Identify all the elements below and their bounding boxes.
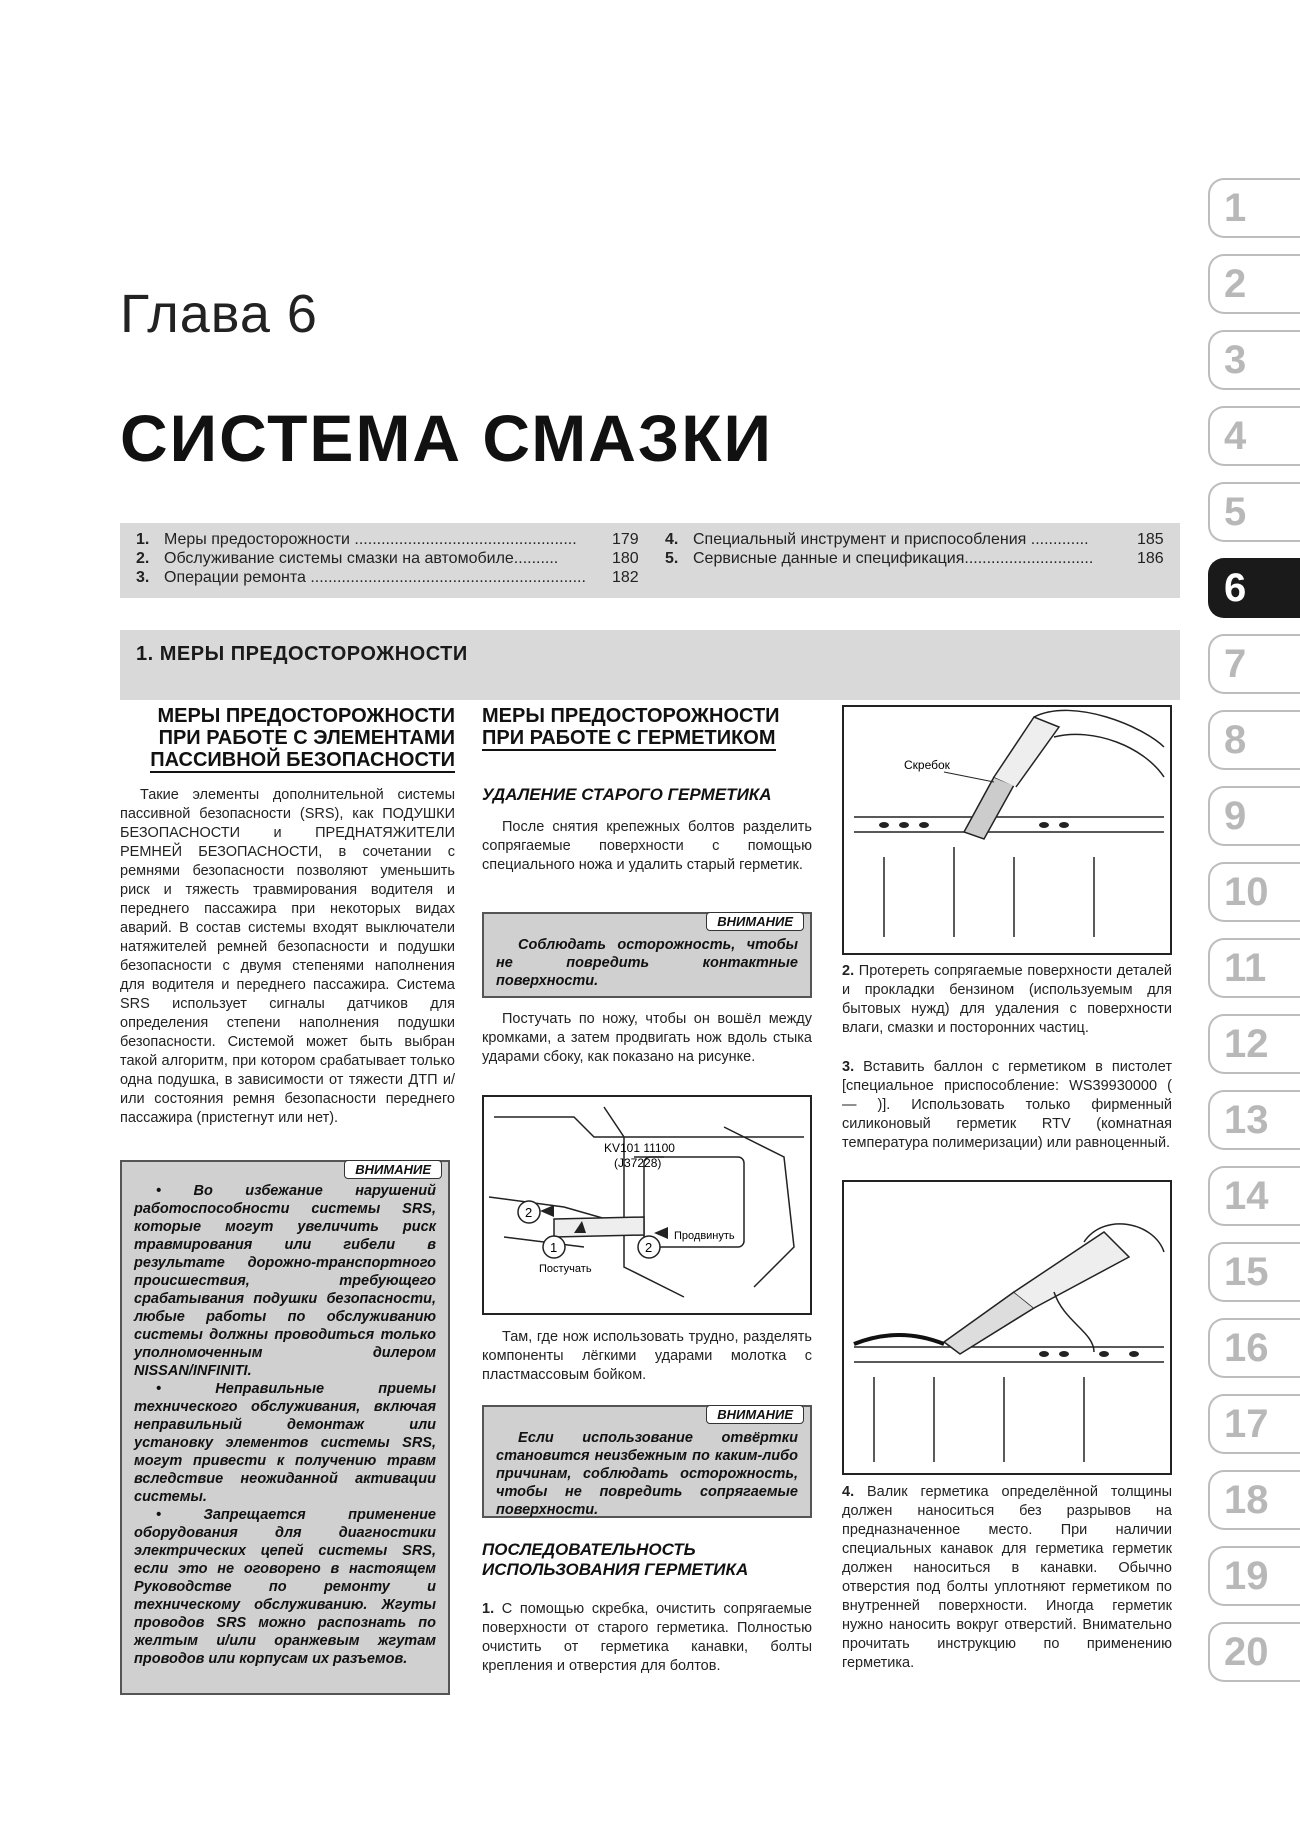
figure-label-advance: Продвинуть: [674, 1230, 735, 1242]
col2-paragraph-1: После снятия крепежных болтов разделить сопрягаемые поверхности с помощью специального ножа и удалить старый герметик.: [482, 819, 812, 873]
figure-drawing: [484, 1097, 810, 1313]
step-text: Вставить баллон с герметиком в пистолет [специальное приспособление: WS39930000 ( — )]. Использовать только фирменный силиконовый герметик RTV (комнатная температура полимеризации) или равноценный.: [842, 1059, 1172, 1151]
section-header: [120, 630, 1180, 700]
toc-item-number: 4.: [665, 531, 679, 548]
step-text: Валик герметика определённой толщины должен наноситься без разрывов на предназначенное место. При наличии специальных канавок для герметика герметик должен наноситься в канавки. Обычно отверстия под болты уплотняют герметиком по внутренней поверхности. Иногда герметик нужно наносить вокруг отверстий. Внимательно прочитать инструкцию по применению герметика.: [842, 1484, 1172, 1671]
warning-paragraph: • Во избежание нарушений работоспособности системы SRS, которые могут увеличить риск травмирования или гибели в результате дорожно-транспортного происшествия, требующего срабатывания подушки безопасности, любые работы по обслуживанию системы должны проводиться только уполномоченным дилером NISSAN/INFINITI.: [134, 1183, 436, 1379]
figure-callout-2: 2: [525, 1205, 533, 1220]
col2-heading: [482, 705, 812, 749]
figure-knife-separation: [482, 1095, 812, 1315]
toc-item-number: 2.: [136, 550, 150, 567]
section-title: 1. МЕРЫ ПРЕДОСТОРОЖНОСТИ: [136, 643, 468, 665]
col2-paragraph-2: Постучать по ножу, чтобы он вошёл между кромками, а затем продвигать нож вдоль стыка ударами сбоку, как показано на рисунке.: [482, 1011, 812, 1065]
toc-item[interactable]: [136, 550, 656, 568]
chapter-tab-7[interactable]: 7: [1208, 634, 1300, 694]
col2-heading-line: ПРИ РАБОТЕ С ГЕРМЕТИКОМ: [482, 727, 776, 749]
figure-tool-number: (J37228): [614, 1156, 662, 1170]
toc-item-title: Сервисные данные и спецификация.............................: [693, 550, 1094, 567]
chapter-tab-18[interactable]: 18: [1208, 1470, 1300, 1530]
step-text: С помощью скребка, очистить сопрягаемые поверхности от старого герметика. Полностью очистить от герметика канавки, болты крепления и отверстия для болтов.: [482, 1601, 812, 1674]
chapter-tab-15[interactable]: 15: [1208, 1242, 1300, 1302]
warning-label: ВНИМАНИЕ: [706, 1405, 804, 1424]
subheading-sealant-sequence: [482, 1540, 812, 1580]
figure-sealant-gun: [842, 1180, 1172, 1475]
figure-drawing: [844, 1182, 1170, 1473]
toc-item-title: Специальный инструмент и приспособления .............: [693, 531, 1089, 548]
chapter-tab-11[interactable]: 11: [1208, 938, 1300, 998]
chapter-tab-10[interactable]: 10: [1208, 862, 1300, 922]
warning-paragraph: • Запрещается применение оборудования для диагностики электрических цепей системы SRS, если это не оговорено в настоящем Руководстве по ремонту и техническому обслуживанию. Жгуты проводов SRS можно распознать по желтым и/или оранжевым жгутам проводов или корпусам их разъемов.: [134, 1507, 436, 1667]
step-number: 3.: [842, 1059, 855, 1075]
chapter-tab-4[interactable]: 4: [1208, 406, 1300, 466]
toc-item-title: Операции ремонта ..............................................................: [164, 569, 586, 586]
chapter-tab-3[interactable]: 3: [1208, 330, 1300, 390]
toc-item[interactable]: [665, 550, 1170, 568]
warning-label: ВНИМАНИЕ: [706, 912, 804, 931]
step-number: 4.: [842, 1484, 855, 1500]
figure-label-tap: Постучать: [539, 1263, 592, 1275]
toc-item-page: 179: [612, 531, 639, 548]
subheading-line: ПОСЛЕДОВАТЕЛЬНОСТЬ: [482, 1540, 696, 1559]
col2-warning-box-2: [482, 1405, 812, 1518]
toc-item-page: 180: [612, 550, 639, 567]
col1-paragraph: Такие элементы дополнительной системы пассивной безопасности (SRS), как ПОДУШКИ БЕЗОПАСНОСТИ и ПРЕДНАТЯЖИТЕЛИ РЕМНЕЙ БЕЗОПАСНОСТИ, в сочетании с ремнями безопасности позволяют уменьшить риск и тяжесть травмирования водителя и переднего пассажира при некоторых видах аварий. В состав системы входят выключатели натяжителей ремней безопасности и подушки безопасности с двумя степенями наполнения для водителя и переднего пассажира. Система SRS использует сигналы датчиков для определения степени наполнения подушки безопасности. Системой может быть выбран такой алгоритм, при котором срабатывает только одна подушка, в зависимости от тяжести ДТП и/или состояния ремня безопасности переднего пассажира (пристегнут или нет).: [120, 787, 455, 1126]
col1-warning-box: [120, 1160, 450, 1695]
toc-item-title: Меры предосторожности ..................................................: [164, 531, 577, 548]
chapter-tab-14[interactable]: 14: [1208, 1166, 1300, 1226]
step-number: 2.: [842, 963, 855, 979]
toc-item-page: 185: [1137, 531, 1164, 548]
col2-paragraph-3: Там, где нож использовать трудно, разделять компоненты лёгкими ударами молотка с пластмассовым бойком.: [482, 1329, 812, 1383]
warning-label: ВНИМАНИЕ: [344, 1160, 442, 1179]
chapter-title: СИСТЕМА СМАЗКИ: [120, 401, 773, 475]
subheading-remove-sealant: УДАЛЕНИЕ СТАРОГО ГЕРМЕТИКА: [482, 785, 772, 804]
col3-step-4: [842, 1483, 1172, 1673]
figure-drawing: [844, 707, 1170, 953]
toc-item[interactable]: [136, 531, 656, 549]
chapter-tab-6-active[interactable]: 6: [1208, 558, 1300, 618]
chapter-tab-5[interactable]: 5: [1208, 482, 1300, 542]
chapter-tab-17[interactable]: 17: [1208, 1394, 1300, 1454]
figure-label-scraper: Скребок: [904, 758, 950, 772]
toc-item[interactable]: [136, 569, 656, 587]
figure-tool-number: KV101 11100: [604, 1141, 675, 1155]
col2-heading-line: МЕРЫ ПРЕДОСТОРОЖНОСТИ: [482, 705, 780, 727]
warning-paragraph: Если использование отвёртки становится неизбежным по каким-либо причинам, соблюдать осторожность, чтобы не повредить сопрягаемые поверхности.: [496, 1430, 798, 1518]
col1-heading-line: ПАССИВНОЙ БЕЗОПАСНОСТИ: [150, 749, 455, 771]
col1-heading-line: МЕРЫ ПРЕДОСТОРОЖНОСТИ: [157, 705, 455, 727]
figure-scraper: [842, 705, 1172, 955]
figure-callout-1: 1: [550, 1240, 558, 1255]
chapter-tab-13[interactable]: 13: [1208, 1090, 1300, 1150]
toc-item-number: 3.: [136, 569, 150, 586]
chapter-tab-1[interactable]: 1: [1208, 178, 1300, 238]
col2-warning-box-1: [482, 912, 812, 998]
chapter-tab-20[interactable]: 20: [1208, 1622, 1300, 1682]
col1-heading-line: ПРИ РАБОТЕ С ЭЛЕМЕНТАМИ: [158, 727, 455, 749]
col2-step-1: [482, 1600, 812, 1676]
col3-step-2: [842, 962, 1172, 1038]
subheading-line: ИСПОЛЬЗОВАНИЯ ГЕРМЕТИКА: [482, 1560, 749, 1579]
chapter-tab-8[interactable]: 8: [1208, 710, 1300, 770]
chapter-label: Глава 6: [120, 284, 318, 344]
warning-paragraph: • Неправильные приемы технического обслуживания, включая неправильный демонтаж или установку элементов системы SRS, могут привести к получению травм вследствие неожиданной активации системы.: [134, 1381, 436, 1505]
toc-item-page: 186: [1137, 550, 1164, 567]
toc-item-number: 5.: [665, 550, 679, 567]
chapter-tab-16[interactable]: 16: [1208, 1318, 1300, 1378]
figure-callout-2: 2: [645, 1240, 653, 1255]
toc-item[interactable]: [665, 531, 1170, 549]
col1-heading: [120, 705, 455, 771]
toc-item-page: 182: [612, 569, 639, 586]
table-of-contents: [120, 523, 1180, 598]
chapter-tab-9[interactable]: 9: [1208, 786, 1300, 846]
warning-paragraph: Соблюдать осторожность, чтобы не повредить контактные поверхности.: [496, 937, 798, 989]
col3-step-3: [842, 1058, 1172, 1153]
step-text: Протереть сопрягаемые поверхности деталей и прокладки бензином (используемым для бытовых нужд) для удаления с поверхности влаги, смазки и посторонних частиц.: [842, 963, 1172, 1036]
chapter-tab-19[interactable]: 19: [1208, 1546, 1300, 1606]
chapter-tab-12[interactable]: 12: [1208, 1014, 1300, 1074]
toc-item-title: Обслуживание системы смазки на автомобиле..........: [164, 550, 559, 567]
step-number: 1.: [482, 1601, 495, 1617]
toc-item-number: 1.: [136, 531, 150, 548]
chapter-tab-2[interactable]: 2: [1208, 254, 1300, 314]
